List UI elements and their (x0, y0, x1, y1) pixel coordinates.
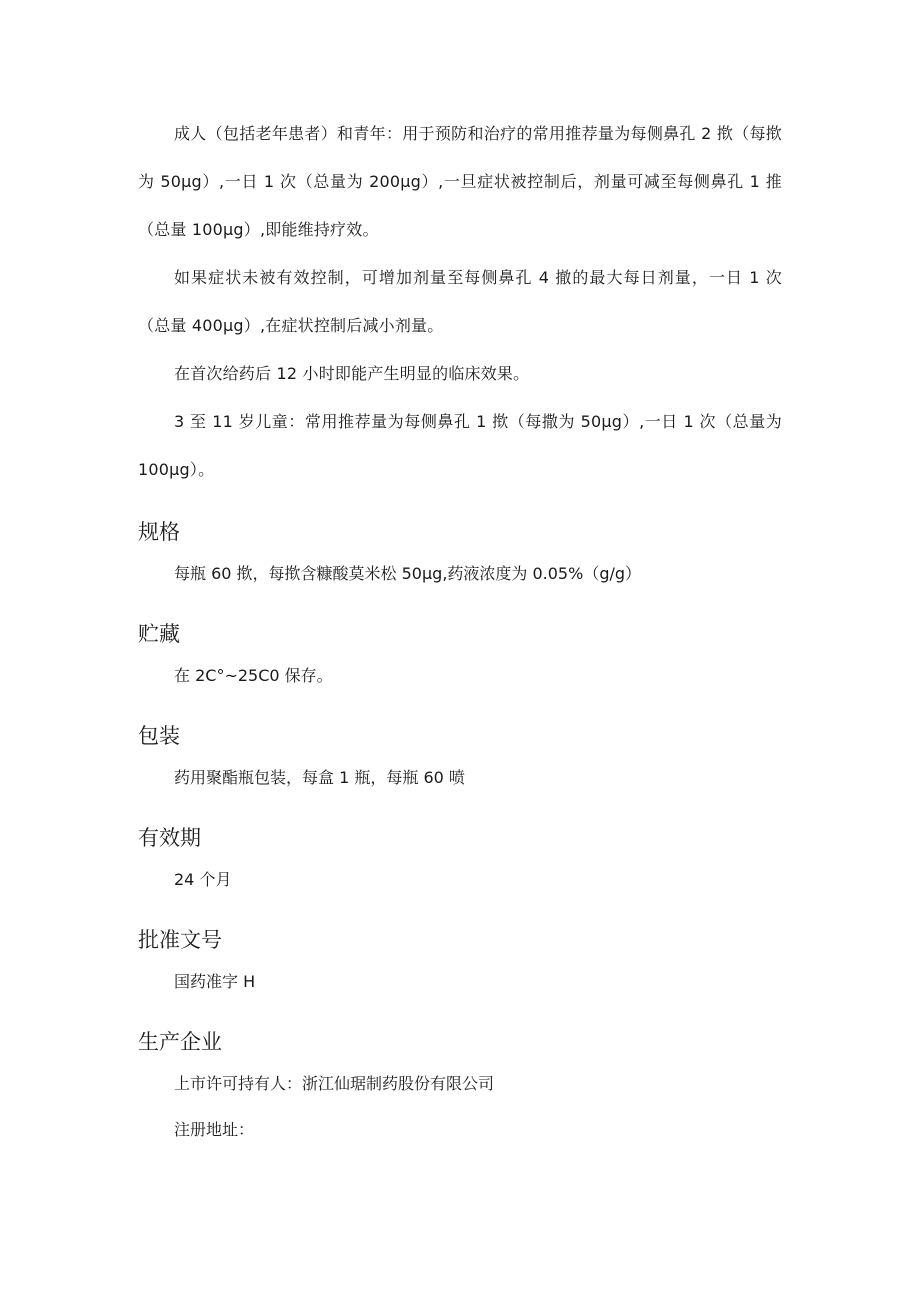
package-section (138, 698, 782, 800)
manufacturer-address-text: 注册地址： (174, 1120, 255, 1139)
storage-heading: 贮藏 (138, 622, 180, 646)
storage-section (138, 596, 782, 698)
package-text: 药用聚酯瓶包装，每盒 1 瓶，每瓶 60 喷 (174, 768, 465, 787)
validity-section (138, 800, 782, 902)
usage-children-paragraph: 3 至 11 岁儿童：常用推荐量为每侧鼻孔 1 揿（每撒为 50μg）,一日 1 次（总量为 100μg）。 (138, 412, 782, 479)
validity-heading: 有效期 (138, 826, 201, 850)
storage-text: 在 2C°~25C0 保存。 (174, 666, 333, 685)
manufacturer-heading: 生产企业 (138, 1030, 222, 1054)
spec-text: 每瓶 60 揿，每揿含糠酸莫米松 50μg,药液浓度为 0.05%（g/g） (174, 564, 642, 583)
usage-section (138, 0, 782, 494)
approval-section (138, 902, 782, 1004)
spec-section (138, 494, 782, 596)
usage-onset-paragraph: 在首次给药后 12 小时即能产生明显的临床效果。 (174, 364, 530, 383)
validity-text: 24 个月 (174, 870, 232, 889)
usage-adult-paragraph: 成人（包括老年患者）和青年：用于预防和治疗的常用推荐量为每侧鼻孔 2 揿（每揿为 50μg）,一日 1 次（总量为 200μg）,一旦症状被控制后，剂量可减至每侧鼻孔 1 推（总量 100μg）,即能维持疗效。 (138, 124, 782, 239)
approval-heading: 批准文号 (138, 928, 222, 952)
manufacturer-section (138, 1004, 782, 1142)
approval-text: 国药准字 H (174, 972, 256, 991)
manufacturer-holder-text: 上市许可持有人：浙江仙琚制药股份有限公司 (174, 1074, 495, 1093)
package-heading: 包装 (138, 724, 180, 748)
spec-heading: 规格 (138, 520, 180, 544)
usage-max-dose-paragraph: 如果症状未被有效控制，可增加剂量至每侧鼻孔 4 撤的最大每日剂量，一日 1 次（总量 400μg）,在症状控制后减小剂量。 (138, 268, 782, 335)
